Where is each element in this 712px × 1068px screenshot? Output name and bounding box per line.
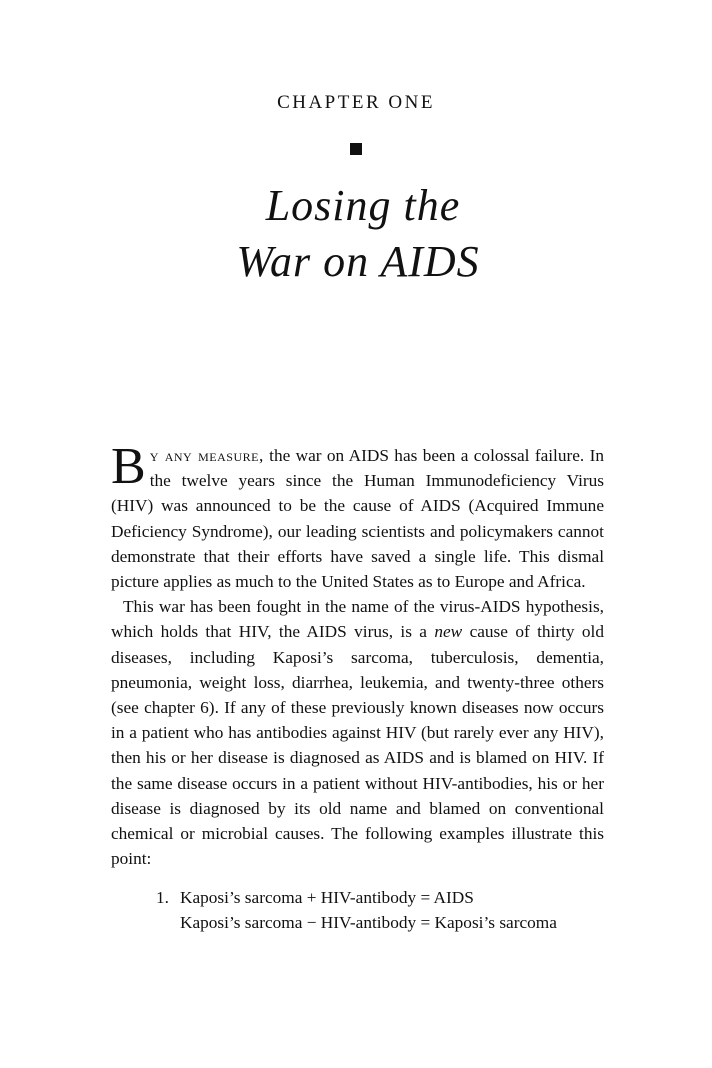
paragraph-2 [111,594,604,871]
chapter-label: CHAPTER ONE [277,92,435,113]
paragraph-2-text-b: cause of thirty old diseases, including Kaposi’s sarcoma, tuberculosis, dementia, pneumonia, weight loss, diarrhea, leukemia, and twenty-three others (see chapter 6). If any of these previously known diseases now occurs in a patient who has antibodies against HIV (but rarely ever any HIV), then his or her disease is diagnosed as AIDS and is blamed on HIV. If the same disease occurs in a patient without HIV-antibodies, his or her disease is diagnosed by its old name and blamed on conventional chemical or microbial causes. The following examples illustrate this point: [111,622,604,869]
example-line-1: Kaposi’s sarcoma + HIV-antibody = AIDS [180,888,474,907]
chapter-title-line2: War on AIDS [236,237,480,286]
drop-cap: B [111,438,146,495]
opening-small-caps: y any measure, [149,446,264,465]
paragraph-1-text: the war on AIDS has been a colossal failure. In the twelve years since the Human Immunodeficiency Virus (HIV) was announced to be the cause of AIDS (Acquired Immune Deficiency Syndrome), our leading scientists and policymakers cannot demonstrate that their efforts have saved a single life. This dismal picture applies as much to the United States as to Europe and Africa. [111,446,604,592]
paragraph-2-text-a: This war has been fought in the name of the virus-AIDS hypothesis, which holds that HIV, the AIDS virus, is a [111,597,604,642]
chapter-title-line1: Losing the [265,181,461,230]
chapter-title [0,178,712,290]
chapter-ornament [350,143,362,155]
body-text [111,438,604,871]
paragraph-2-italic: new [434,622,463,642]
example-line-2: Kaposi’s sarcoma − HIV-antibody = Kaposi’s sarcoma [180,913,557,933]
example-number: 1. [156,888,169,907]
paragraph-1 [111,438,604,594]
example-list-item [156,885,616,935]
